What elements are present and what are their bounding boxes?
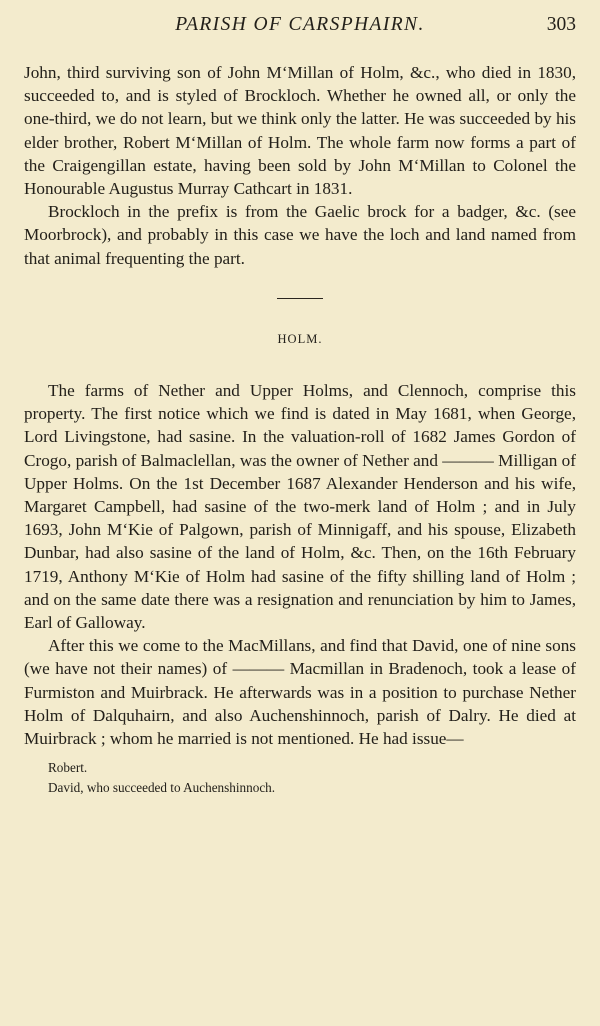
page-number: 303 — [546, 14, 576, 35]
list-item: Robert. — [48, 760, 88, 776]
section-title: HOLM. — [277, 331, 323, 346]
body-text — [24, 61, 576, 798]
issue-list — [48, 758, 576, 798]
running-title: PARISH OF CARSPHAIRN. — [175, 14, 425, 35]
section-body — [24, 379, 576, 750]
list-item: David, who succeeded to Auchenshinnoch. — [48, 780, 276, 796]
paragraph-john-mmillan: John, third surviving son of John M‘Millan of Holm, &c., who died in 1830, succeeded to, and is styled of Brockloch. Whether he owned all, or only the one-third, we do not learn, but we think only the latter. He was succeeded by his elder brother, Robert M‘Millan of Holm. The whole farm now forms a part of the Craigengillan estate, having been sold by John M‘Millan to Colonel the Honourable Augustus Murray Cathcart in 1831. — [24, 63, 576, 199]
section-divider — [277, 298, 323, 299]
running-head — [24, 14, 576, 42]
paragraph-holm-property: The farms of Nether and Upper Holms, and Clennoch, comprise this property. The first notice which we find is dated in May 1681, when George, Lord Livingstone, had sasine. In the valuation-roll of 1682 James Gordon of Crogo, parish of Balmaclellan, was the owner of Nether and ——— Milligan of Upper Holms. On the 1st December 1687 Alexander Henderson and his wife, Margaret Campbell, had sasine of the two-merk land of Holm ; and in July 1693, John M‘Kie of Palgown, parish of Minnigaff, and his spouse, Elizabeth Dunbar, had also sasine of the land of Holm, &c. Then, on the 16th February 1719, Anthony M‘Kie of Holm had sasine of the fifty shilling land of Holm ; and on the same date there was a resignation and renunciation by him to James, Earl of Galloway. — [24, 381, 576, 633]
paragraph-brockloch-etymology: Brockloch in the prefix is from the Gaelic brock for a badger, &c. (see Moorbrock), and probably in this case we have the loch and land named from that animal frequenting the part. — [24, 202, 576, 268]
paragraph-macmillans: After this we come to the MacMillans, and find that David, one of nine sons (we have not their names) of ——— Macmillan in Bradenoch, took a lease of Furmiston and Muirbrack. He afterwards was in a position to purchase Nether Holm of Dalquhairn, and also Auchenshinnoch, parish of Dalry. He died at Muirbrack ; whom he married is not mentioned. He had issue— — [24, 636, 576, 749]
